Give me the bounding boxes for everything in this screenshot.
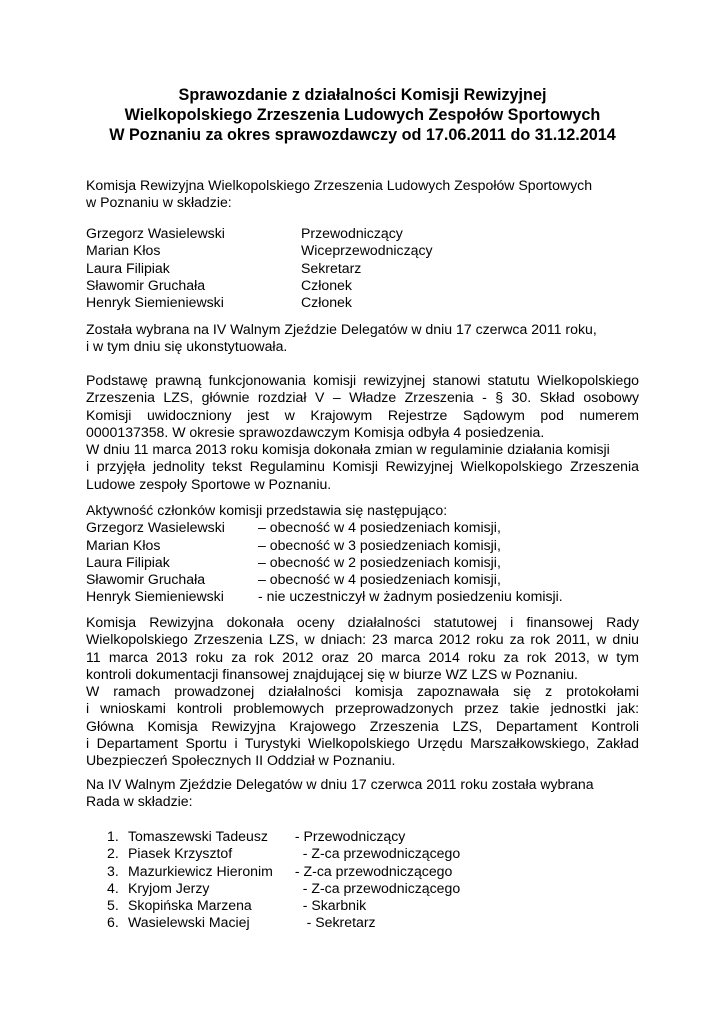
title-line-2: Wielkopolskiego Zrzeszenia Ludowych Zespołów Sportowych — [124, 106, 601, 124]
activity-text: - nie uczestniczył w żadnym posiedzeniu komisji. — [258, 588, 563, 605]
council-line-2: Rada w składzie: — [86, 793, 193, 810]
list-item — [107, 845, 460, 862]
council-member-role: - Przewodniczący — [291, 828, 406, 844]
member-name: Grzegorz Wasielewski — [86, 225, 225, 241]
title-line-3: W Poznaniu za okres sprawozdawczy od 17.06.2011 do 31.12.2014 — [109, 126, 616, 144]
list-item — [107, 828, 460, 845]
activity-row — [86, 519, 639, 536]
legal-line: Ludowe zespoły Sportowe w Poznaniu. — [86, 475, 332, 492]
activity-text: – obecność w 4 posiedzeniach komisji, — [258, 519, 501, 536]
evaluation-line: 11 marca 2013 roku za rok 2012 oraz 20 marca 2014 roku za rok 2013, w tym — [86, 648, 639, 665]
council-paragraph — [86, 776, 639, 811]
evaluation-line: i Departament Sportu i Turystyki Wielkopolskiego Urzędu Marszałkowskiego, Zakład — [86, 735, 639, 752]
activity-name: Henryk Siemieniewski — [86, 588, 224, 605]
member-name: Sławomir Gruchała — [86, 276, 206, 293]
member-role: Członek — [301, 276, 352, 293]
member-row — [86, 294, 639, 311]
evaluation-line: Główna Komisja Rewizyjna Krajowego Zrzeszenia LZS, Departament Kontroli — [86, 717, 639, 734]
member-name: Marian Kłos — [86, 242, 161, 259]
legal-line: Komisji uwidoczniony jest w Krajowym Rejestrze Sądowym pod numerem — [86, 406, 639, 423]
activity-section — [86, 502, 639, 606]
list-item — [107, 897, 460, 914]
evaluation-line: i wnioskami kontroli problemowych przeprowadzonych przez takie jednostki jak: — [86, 700, 639, 717]
council-member-name: Wasielewski Maciej — [128, 914, 250, 931]
member-row — [86, 225, 639, 242]
evaluation-line: Ubezpieczeń Społecznych II Oddział w Poznaniu. — [86, 752, 396, 769]
list-number: 4. — [107, 879, 119, 896]
member-row — [86, 277, 639, 294]
legal-line: i przyjęła jednolity tekst Regulaminu Komisji Rewizyjnej Wielkopolskiego Zrzeszenia — [86, 458, 639, 475]
intro-line-2: w Poznaniu w składzie: — [86, 194, 232, 211]
document-title — [0, 85, 725, 145]
member-name: Laura Filipiak — [86, 259, 170, 276]
intro-line-1: Komisja Rewizyjna Wielkopolskiego Zrzeszenia Ludowych Zespołów Sportowych — [86, 177, 593, 193]
legal-line: W dniu 11 marca 2013 roku komisja dokonała zmian w regulaminie działania komisji — [86, 441, 610, 458]
evaluation-line: kontroli dokumentacji finansowej znajdującej się w biurze WZ LZS w Poznaniu. — [86, 665, 578, 682]
activity-row — [86, 588, 639, 605]
list-number: 3. — [107, 862, 119, 879]
activity-text: – obecność w 3 posiedzeniach komisji, — [258, 536, 501, 553]
list-item — [107, 880, 460, 897]
election-line-2: i w tym dniu się ukonstytuowała. — [86, 338, 288, 355]
activity-name: Sławomir Gruchała — [86, 571, 206, 588]
activity-text: – obecność w 4 posiedzeniach komisji, — [258, 571, 501, 588]
legal-basis-paragraph — [86, 372, 639, 493]
council-member-name: Skopińska Marzena — [128, 897, 252, 914]
list-number: 1. — [107, 828, 119, 844]
activity-name: Laura Filipiak — [86, 553, 170, 570]
list-number: 2. — [107, 845, 119, 862]
evaluation-paragraph — [86, 614, 639, 770]
council-member-role: - Z-ca przewodniczącego — [291, 862, 453, 879]
members-list — [86, 225, 639, 311]
list-item — [107, 863, 460, 880]
evaluation-line: Wielkopolskiego Zrzeszenia LZS, w dniach: 23 marca 2012 roku za rok 2011, w dniu — [86, 631, 639, 648]
legal-line: Podstawę prawną funkcjonowania komisji rewizyjnej stanowi statutu Wielkopolskiego — [86, 372, 639, 388]
council-member-role: - Skarbnik — [291, 897, 367, 914]
activity-name: Marian Kłos — [86, 536, 161, 553]
intro-paragraph — [86, 177, 639, 212]
council-member-name: Kryjom Jerzy — [128, 879, 210, 896]
council-line-1: Na IV Walnym Zjeździe Delegatów w dniu 17 czerwca 2011 roku została wybrana — [86, 776, 594, 792]
activity-name: Grzegorz Wasielewski — [86, 519, 225, 536]
member-role: Sekretarz — [301, 259, 362, 276]
member-role: Przewodniczący — [301, 225, 403, 241]
council-member-role: - Z-ca przewodniczącego — [291, 879, 461, 896]
list-item — [107, 914, 460, 931]
council-member-role: - Z-ca przewodniczącego — [291, 845, 461, 862]
member-row — [86, 242, 639, 259]
member-role: Wiceprzewodniczący — [301, 242, 433, 259]
member-role: Członek — [301, 294, 352, 311]
list-number: 5. — [107, 897, 119, 914]
activity-row — [86, 554, 639, 571]
council-member-name: Piasek Krzysztof — [128, 845, 233, 862]
list-number: 6. — [107, 914, 119, 931]
activity-row — [86, 537, 639, 554]
evaluation-line: W ramach prowadzonej działalności komisja zapoznawała się z protokołami — [86, 683, 639, 700]
council-member-role: - Sekretarz — [291, 914, 376, 931]
member-row — [86, 260, 639, 277]
title-line-1: Sprawozdanie z działalności Komisji Rewizyjnej — [178, 86, 547, 104]
legal-line: Zrzeszenia LZS, głównie rozdział V – Władze Zrzeszenia - § 30. Skład osobowy — [86, 389, 639, 406]
council-member-name: Tomaszewski Tadeusz — [128, 828, 268, 844]
activity-row — [86, 571, 639, 588]
activity-heading: Aktywność członków komisji przedstawia się następująco: — [86, 502, 448, 518]
council-list — [107, 828, 460, 932]
legal-line: 0000137358. W okresie sprawozdawczym Komisja odbyła 4 posiedzenia. — [86, 423, 545, 440]
evaluation-line: Komisja Rewizyjna dokonała oceny działalności statutowej i finansowej Rady — [86, 614, 639, 630]
election-line-1: Została wybrana na IV Walnym Zjeździe Delegatów w dniu 17 czerwca 2011 roku, — [86, 321, 597, 337]
election-paragraph — [86, 321, 639, 356]
council-member-name: Mazurkiewicz Hieronim — [128, 862, 273, 879]
activity-text: – obecność w 2 posiedzeniach komisji, — [258, 553, 501, 570]
member-name: Henryk Siemieniewski — [86, 294, 224, 311]
